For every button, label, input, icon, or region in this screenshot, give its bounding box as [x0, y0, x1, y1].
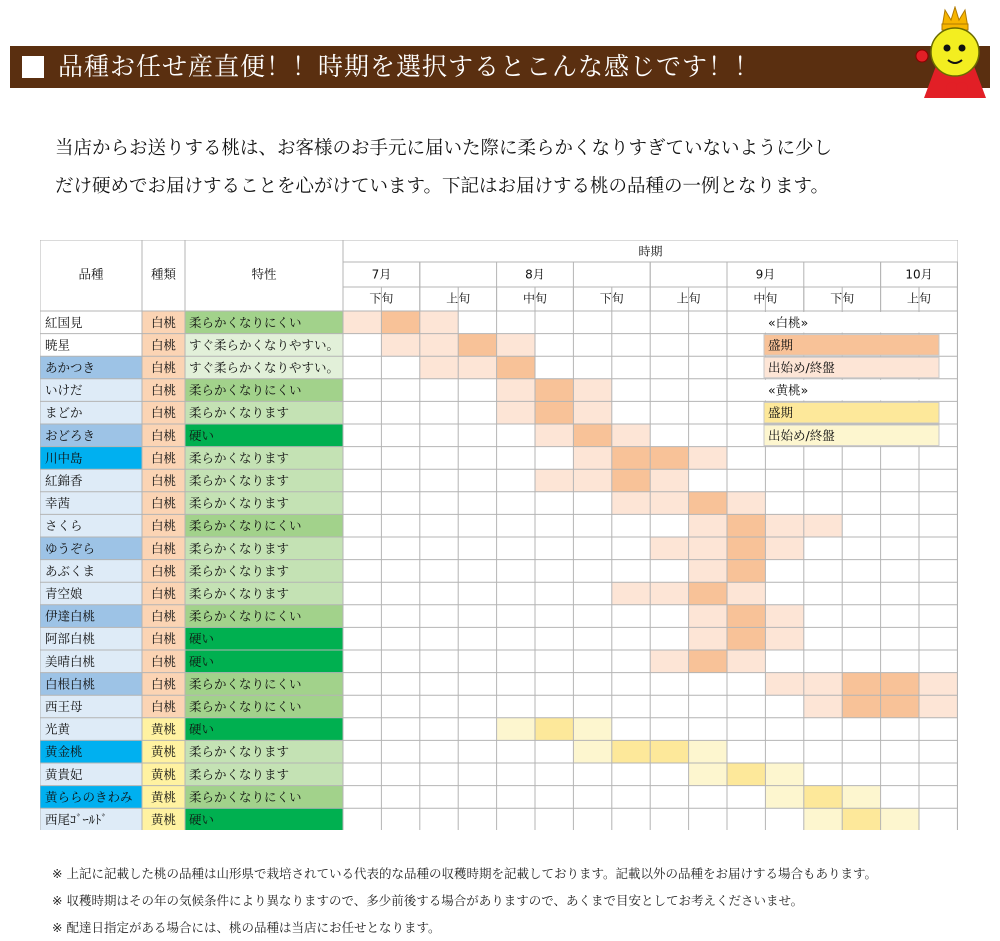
variety-name: 黄貴妃: [45, 766, 83, 782]
period-label: 下旬: [369, 291, 394, 306]
legend-label: 盛期: [768, 405, 794, 421]
harvest-cell: [497, 356, 535, 379]
harvest-cell: [612, 424, 650, 447]
harvest-cell: [650, 447, 688, 470]
variety-name: 黄金桃: [45, 744, 83, 760]
variety-name: 伊達白桃: [45, 608, 96, 624]
period-label: 下旬: [830, 291, 855, 306]
harvest-cell: [765, 605, 803, 628]
variety-name: いけだ: [45, 382, 83, 398]
trait-label: 柔らかくなります: [189, 563, 290, 579]
footnotes: [52, 860, 877, 941]
harvest-cell: [612, 582, 650, 605]
harvest-cell: [612, 492, 650, 515]
harvest-cell: [535, 401, 573, 424]
harvest-cell: [497, 334, 535, 357]
harvest-cell: [573, 718, 611, 741]
trait-label: 柔らかくなります: [189, 586, 290, 601]
trait-label: 柔らかくなりにくい: [189, 382, 302, 398]
peach-type: 白桃: [150, 314, 177, 330]
banner-title: 品種お任せ産直便！！時期を選択するとこんな感じです！！: [58, 52, 761, 81]
trait-label: 柔らかくなりにくい: [189, 789, 302, 805]
peach-type: 黄桃: [150, 744, 177, 760]
period-label: 下旬: [599, 291, 624, 306]
harvest-cell: [381, 334, 419, 357]
harvest-cell: [727, 560, 765, 583]
harvest-cell: [650, 650, 688, 673]
month-label: 8月: [525, 267, 545, 282]
harvest-cell: [535, 469, 573, 492]
harvest-cell: [497, 401, 535, 424]
harvest-cell: [842, 786, 880, 809]
peach-type: 白桃: [150, 631, 177, 647]
trait-label: 柔らかくなります: [189, 405, 290, 421]
harvest-cell: [381, 311, 419, 334]
harvest-calendar-table: [40, 240, 958, 830]
peach-type: 黄桃: [150, 721, 177, 737]
month-label: 7月: [371, 267, 392, 282]
harvest-cell: [765, 537, 803, 560]
harvest-cell: [727, 492, 765, 515]
trait-label: 柔らかくなりにくい: [189, 518, 302, 534]
harvest-cell: [765, 673, 803, 696]
harvest-cell: [573, 379, 611, 402]
harvest-cell: [535, 424, 573, 447]
harvest-cell: [650, 740, 688, 763]
harvest-cell: [689, 740, 727, 763]
harvest-cell: [727, 763, 765, 786]
peach-mascot-icon: [912, 6, 998, 100]
harvest-cell: [650, 492, 688, 515]
harvest-calendar-grid: [40, 240, 958, 830]
harvest-cell: [765, 763, 803, 786]
harvest-cell: [727, 582, 765, 605]
trait-label: 硬い: [189, 812, 215, 827]
variety-name: 阿部白桃: [45, 631, 96, 647]
harvest-cell: [573, 740, 611, 763]
harvest-cell: [535, 718, 573, 741]
period-label: 上旬: [906, 291, 932, 306]
peach-type: 白桃: [150, 676, 177, 692]
variety-name: 西尾ｺﾞｰﾙﾄﾞ: [45, 812, 108, 827]
header-type: 種類: [150, 266, 177, 282]
harvest-cell: [804, 514, 842, 537]
harvest-cell: [804, 673, 842, 696]
harvest-cell: [842, 695, 880, 718]
harvest-cell: [612, 740, 650, 763]
footnote: ※ 収穫時期はその年の気候条件により異なりますので、多少前後する場合がありますので、あくまで目安としてお考えくださいませ。: [52, 893, 804, 908]
period-label: 上旬: [676, 291, 701, 306]
trait-label: 柔らかくなります: [189, 766, 290, 782]
variety-name: まどか: [45, 405, 83, 421]
peach-type: 白桃: [150, 473, 177, 488]
trait-label: 柔らかくなります: [189, 744, 290, 760]
variety-name: 青空娘: [45, 586, 83, 601]
variety-name: 幸茜: [45, 495, 71, 511]
period-label: 上旬: [446, 291, 471, 306]
peach-type: 白桃: [150, 540, 177, 556]
footnote: ※ 配達日指定がある場合には、桃の品種は当店にお任せとなります。: [52, 920, 441, 935]
header-variety: 品種: [78, 266, 104, 282]
peach-type: 白桃: [150, 653, 177, 669]
harvest-cell: [881, 808, 919, 830]
variety-name: あぶくま: [45, 563, 96, 579]
harvest-cell: [881, 673, 919, 696]
trait-label: 柔らかくなります: [189, 540, 290, 556]
trait-label: 硬い: [189, 427, 215, 443]
trait-label: 柔らかくなりにくい: [189, 699, 302, 714]
harvest-cell: [689, 447, 727, 470]
legend-label: «白桃»: [768, 314, 809, 330]
peach-type: 白桃: [150, 563, 177, 579]
harvest-cell: [842, 673, 880, 696]
peach-type: 白桃: [150, 382, 177, 398]
trait-label: 柔らかくなりにくい: [189, 314, 302, 330]
harvest-cell: [535, 379, 573, 402]
intro-line: だけ硬めでお届けすることを心がけています。下記はお届けする桃の品種の一例となります。: [55, 176, 830, 197]
harvest-cell: [650, 469, 688, 492]
legend-label: 出始め/終盤: [768, 427, 835, 443]
harvest-cell: [420, 356, 458, 379]
harvest-cell: [689, 537, 727, 560]
legend-label: 出始め/終盤: [768, 360, 835, 375]
harvest-cell: [573, 469, 611, 492]
peach-type: 白桃: [150, 495, 177, 511]
harvest-cell: [727, 514, 765, 537]
harvest-cell: [573, 447, 611, 470]
trait-label: 柔らかくなります: [189, 495, 290, 511]
variety-name: 紅国見: [45, 314, 83, 330]
legend-label: 盛期: [768, 337, 794, 353]
harvest-cell: [727, 605, 765, 628]
harvest-cell: [689, 763, 727, 786]
legend-label: «黄桃»: [768, 382, 809, 398]
harvest-cell: [689, 627, 727, 650]
variety-name: 紅錦香: [45, 473, 83, 488]
harvest-cell: [727, 650, 765, 673]
trait-label: 硬い: [189, 721, 215, 737]
peach-type: 白桃: [150, 450, 177, 466]
harvest-cell: [765, 627, 803, 650]
harvest-cell: [497, 718, 535, 741]
harvest-cell: [612, 447, 650, 470]
title-banner: [10, 46, 990, 88]
harvest-cell: [420, 334, 458, 357]
header-trait: 特性: [251, 266, 277, 282]
peach-type: 黄桃: [150, 812, 177, 827]
harvest-cell: [420, 311, 458, 334]
trait-label: 柔らかくなりにくい: [189, 676, 302, 692]
header-period: 時期: [638, 244, 663, 259]
harvest-cell: [919, 695, 957, 718]
variety-name: ゆうぞら: [45, 540, 96, 556]
period-label: 中旬: [753, 291, 778, 306]
harvest-cell: [727, 537, 765, 560]
period-label: 中旬: [522, 291, 548, 306]
harvest-cell: [765, 514, 803, 537]
harvest-cell: [650, 582, 688, 605]
harvest-cell: [573, 424, 611, 447]
peach-type: 白桃: [150, 337, 177, 353]
variety-name: 光黄: [45, 721, 71, 737]
month-label: 9月: [755, 267, 776, 282]
harvest-cell: [689, 560, 727, 583]
harvest-cell: [458, 356, 496, 379]
intro-line: 当店からお送りする桃は、お客様のお手元に届いた際に柔らかくなりすぎていないように少し: [55, 138, 833, 159]
harvest-cell: [881, 695, 919, 718]
harvest-cell: [689, 582, 727, 605]
harvest-cell: [689, 650, 727, 673]
harvest-cell: [689, 514, 727, 537]
trait-label: すぐ柔らかくなりやすい。: [189, 360, 340, 375]
variety-name: 暁星: [45, 337, 71, 353]
trait-label: 硬い: [189, 631, 215, 647]
trait-label: 柔らかくなります: [189, 473, 290, 488]
variety-name: さくら: [45, 518, 83, 534]
peach-type: 黄桃: [150, 766, 177, 782]
variety-name: あかつき: [45, 360, 96, 375]
peach-type: 白桃: [150, 360, 177, 375]
harvest-cell: [343, 311, 381, 334]
peach-type: 白桃: [150, 586, 177, 601]
trait-label: 柔らかくなりにくい: [189, 608, 302, 624]
intro-text: [55, 130, 955, 206]
harvest-cell: [919, 673, 957, 696]
peach-type: 白桃: [150, 699, 177, 714]
variety-name: 黄ららのきわみ: [45, 789, 133, 805]
harvest-cell: [842, 808, 880, 830]
harvest-cell: [765, 786, 803, 809]
variety-name: おどろき: [45, 427, 96, 443]
peach-type: 白桃: [150, 608, 177, 624]
harvest-cell: [804, 808, 842, 830]
harvest-cell: [727, 627, 765, 650]
peach-type: 白桃: [150, 518, 177, 534]
trait-label: 硬い: [189, 653, 215, 669]
month-label: 10月: [905, 267, 933, 282]
harvest-cell: [689, 605, 727, 628]
footnote: ※ 上記に記載した桃の品種は山形県で栽培されている代表的な品種の収穫時期を記載しております。記載以外の品種をお届けする場合もあります。: [52, 866, 877, 881]
harvest-cell: [804, 786, 842, 809]
peach-type: 黄桃: [150, 789, 177, 805]
peach-type: 白桃: [150, 405, 177, 421]
harvest-cell: [573, 401, 611, 424]
harvest-cell: [689, 492, 727, 515]
square-bullet-icon: [22, 56, 44, 78]
harvest-cell: [612, 469, 650, 492]
trait-label: すぐ柔らかくなりやすい。: [189, 337, 340, 353]
variety-name: 美晴白桃: [45, 653, 96, 669]
harvest-cell: [650, 537, 688, 560]
variety-name: 西王母: [45, 699, 83, 714]
trait-label: 柔らかくなります: [189, 450, 290, 466]
harvest-cell: [458, 334, 496, 357]
variety-name: 白根白桃: [45, 676, 96, 692]
peach-type: 白桃: [150, 427, 177, 443]
harvest-cell: [497, 379, 535, 402]
harvest-cell: [804, 695, 842, 718]
variety-name: 川中島: [45, 450, 83, 466]
